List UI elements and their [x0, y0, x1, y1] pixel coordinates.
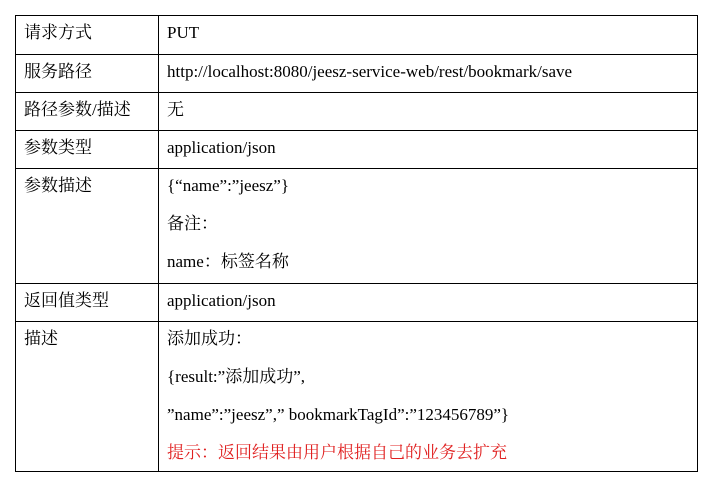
result-json-line-1: {result:”添加成功”,: [167, 367, 305, 386]
row-label: 返回值类型: [16, 284, 159, 322]
table-row-param-desc: [16, 169, 698, 284]
row-label: 路径参数/描述: [16, 93, 159, 131]
param-json: {“name”:”jeesz”}: [167, 176, 290, 195]
param-type-value: application/json: [167, 138, 276, 157]
row-label: 参数描述: [16, 169, 159, 284]
method-value: PUT: [167, 23, 200, 42]
row-value: [159, 131, 698, 169]
table-row-request-method: [16, 16, 698, 55]
param-note-label: 备注：: [167, 214, 218, 233]
row-value: [159, 322, 698, 472]
row-label: 请求方式: [16, 16, 159, 55]
row-value: [159, 55, 698, 93]
table-row-description: [16, 322, 698, 472]
table-row-param-type: [16, 131, 698, 169]
row-label: 服务路径: [16, 55, 159, 93]
api-spec-table: [15, 15, 698, 472]
table-row-service-path: [16, 55, 698, 93]
param-note-text: name：标签名称: [167, 252, 289, 271]
row-value: [159, 169, 698, 284]
row-value: [159, 93, 698, 131]
result-heading: 添加成功：: [167, 329, 252, 348]
path-params-value: 无: [167, 100, 184, 119]
table-row-path-params: [16, 93, 698, 131]
table-row-return-type: [16, 284, 698, 322]
row-label: 参数类型: [16, 131, 159, 169]
service-url: http://localhost:8080/jeesz-service-web/rest/bookmark/save: [167, 62, 573, 81]
result-json-line-2: ”name”:”jeesz”,” bookmarkTagId”:”123456789”}: [167, 405, 510, 424]
row-label: 描述: [16, 322, 159, 472]
return-type-value: application/json: [167, 291, 276, 310]
row-value: [159, 284, 698, 322]
hint-text: 提示：返回结果由用户根据自己的业务去扩充: [167, 443, 507, 462]
row-value: [159, 16, 698, 55]
